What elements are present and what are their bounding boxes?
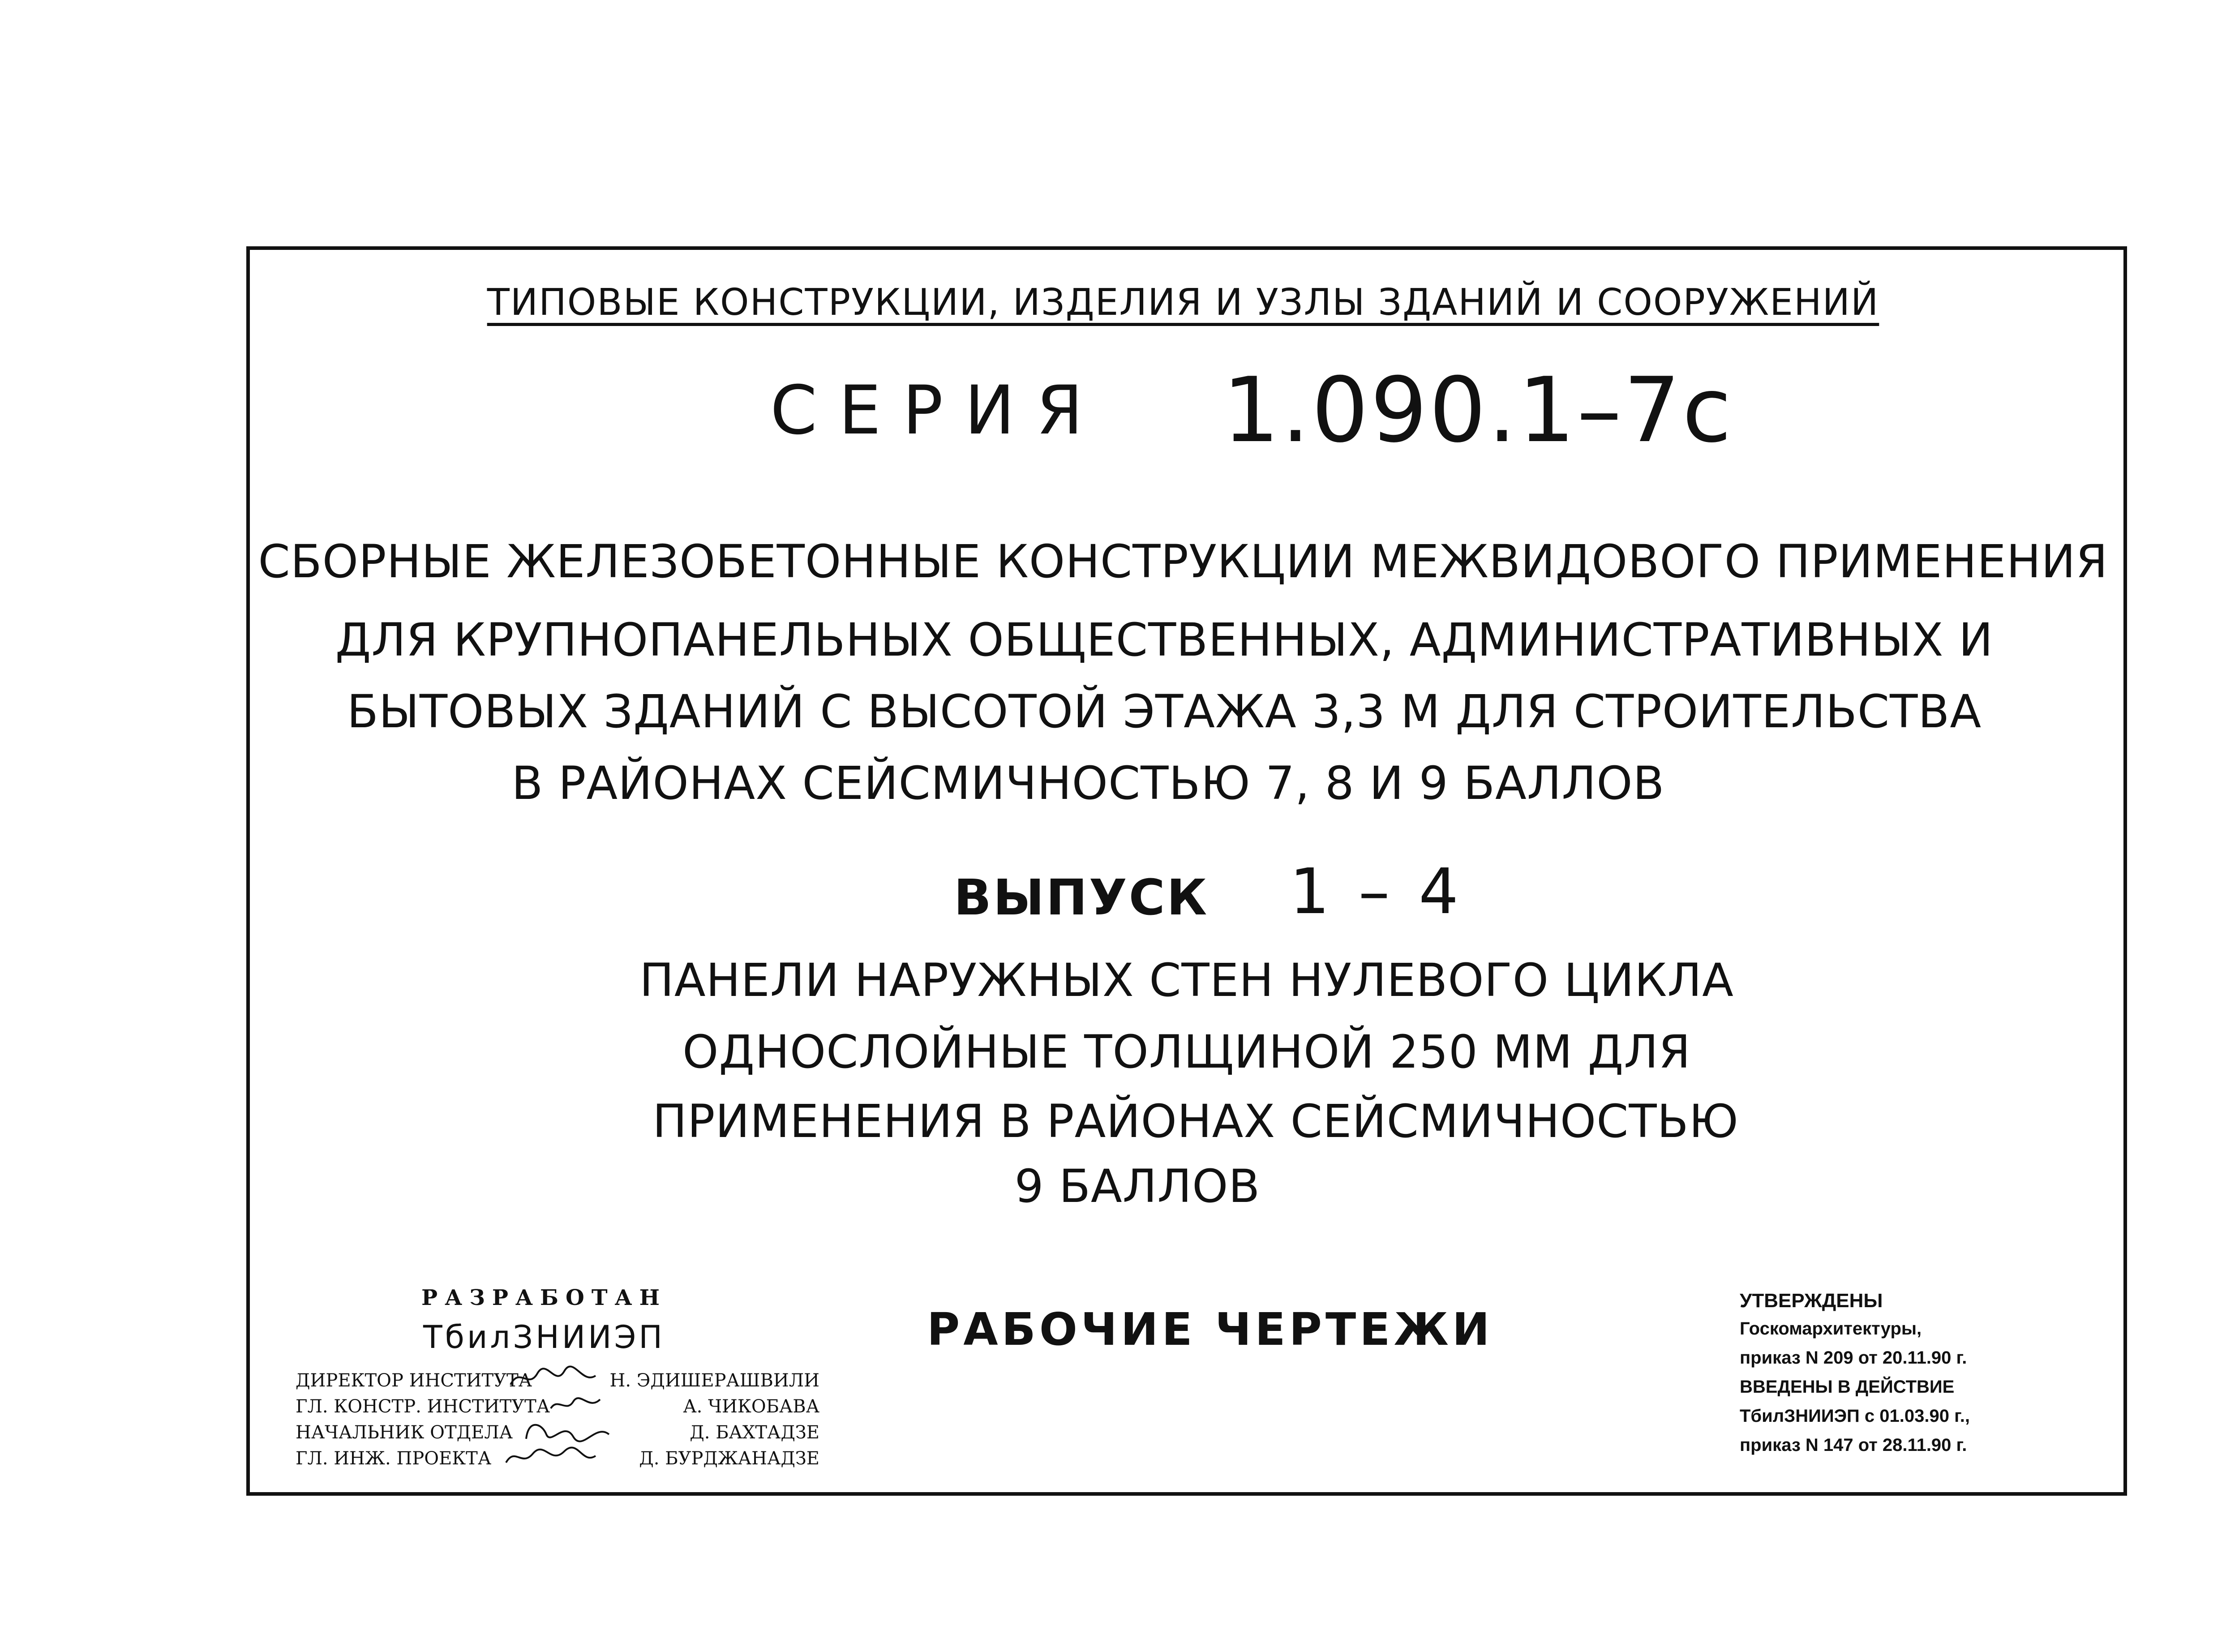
issue-line-3: ПРИМЕНЕНИЯ В РАЙОНАХ СЕЙСМИЧНОСТЬЮ (652, 1095, 1739, 1148)
approval-line: приказ N 209 от 20.11.90 г. (1740, 1348, 1967, 1368)
staff-name: Д. БУРДЖАНАДЗЕ (639, 1448, 819, 1469)
staff-role: ДИРЕКТОР ИНСТИТУТА (296, 1370, 532, 1391)
series-label: СЕРИЯ (770, 372, 1105, 450)
series-number: 1.090.1–7с (1222, 358, 1733, 463)
title-line-3: БЫТОВЫХ ЗДАНИЙ С ВЫСОТОЙ ЭТАЖА 3,3 М ДЛЯ СТРОИТЕЛЬСТВА (347, 685, 1982, 738)
signature-image (502, 1440, 600, 1472)
approval-line: УТВЕРЖДЕНЫ (1740, 1290, 1883, 1312)
staff-name: Н. ЭДИШЕРАШВИЛИ (609, 1370, 819, 1391)
title-line-2: ДЛЯ КРУПНОПАНЕЛЬНЫХ ОБЩЕСТВЕННЫХ, АДМИНИСТРАТИВНЫХ И (335, 614, 1994, 667)
staff-name: А. ЧИКОБАВА (683, 1396, 819, 1417)
issue-line-4: 9 БАЛЛОВ (1014, 1160, 1261, 1213)
approval-line: приказ N 147 от 28.11.90 г. (1740, 1435, 1967, 1455)
issue-label: ВЫПУСК (954, 869, 1209, 926)
approval-line: ТбилЗНИИЭП с 01.03.90 г., (1740, 1406, 1970, 1426)
approval-line: ВВЕДЕНЫ В ДЕЙСТВИЕ (1740, 1377, 1955, 1397)
category-heading: ТИПОВЫЕ КОНСТРУКЦИИ, ИЗДЕЛИЯ И УЗЛЫ ЗДАНИЙ И СООРУЖЕНИЙ (487, 281, 1879, 324)
approval-line: Госкомархитектуры, (1740, 1319, 1922, 1339)
developer-title: РАЗРАБОТАН (421, 1285, 667, 1310)
staff-role: ГЛ. ИНЖ. ПРОЕКТА (296, 1448, 492, 1469)
staff-role: ГЛ. КОНСТР. ИНСТИТУТА (296, 1396, 550, 1417)
staff-name: Д. БАХТАДЗЕ (690, 1422, 819, 1443)
issue-number: 1 – 4 (1290, 855, 1463, 928)
staff-role: НАЧАЛЬНИК ОТДЕЛА (296, 1422, 513, 1443)
issue-line-1: ПАНЕЛИ НАРУЖНЫХ СТЕН НУЛЕВОГО ЦИКЛА (639, 954, 1734, 1007)
issue-line-2: ОДНОСЛОЙНЫЕ ТОЛЩИНОЙ 250 ММ ДЛЯ (682, 1026, 1691, 1079)
developer-org: ТбилЗНИИЭП (423, 1319, 665, 1356)
working-drawings-label: РАБОЧИЕ ЧЕРТЕЖИ (927, 1303, 1493, 1356)
title-line-1: СБОРНЫЕ ЖЕЛЕЗОБЕТОННЫЕ КОНСТРУКЦИИ МЕЖВИДОВОГО ПРИМЕНЕНИЯ (258, 535, 2108, 588)
title-line-4: В РАЙОНАХ СЕЙСМИЧНОСТЬЮ 7, 8 И 9 БАЛЛОВ (511, 757, 1665, 810)
